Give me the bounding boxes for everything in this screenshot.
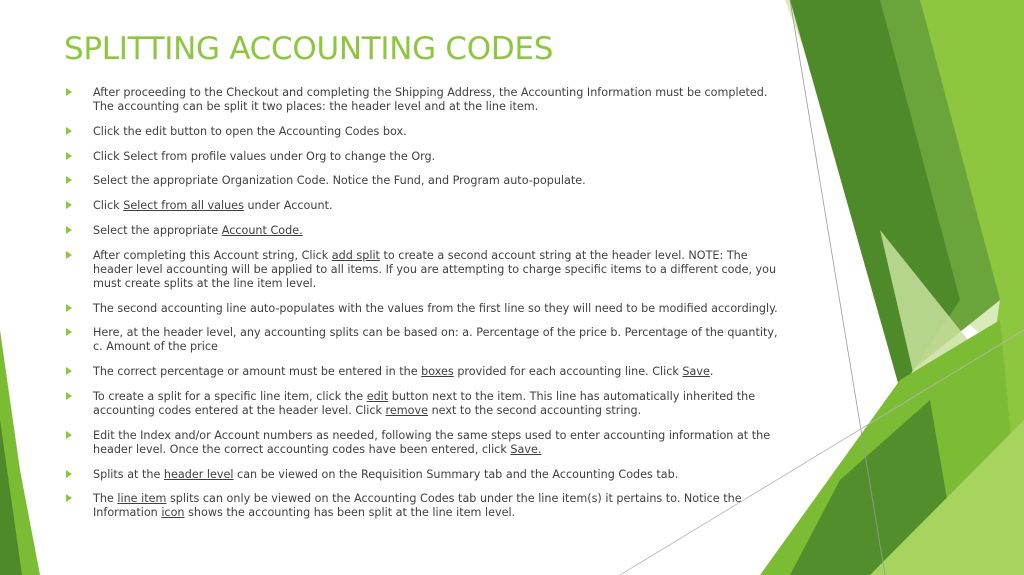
bullet-text <box>93 150 782 164</box>
bullet-text <box>93 199 782 213</box>
bullet-item <box>66 492 782 520</box>
underlined-term: Save <box>682 365 710 379</box>
underlined-term: edit <box>366 389 389 403</box>
bullet-item <box>66 249 782 291</box>
text-segment: under Account. <box>243 199 333 213</box>
bullet-text <box>93 468 782 482</box>
triangle-arrow-icon <box>66 127 72 135</box>
triangle-arrow-icon <box>66 251 72 259</box>
bullet-text <box>93 125 782 139</box>
text-segment: After completing this Account string, Click <box>93 248 332 262</box>
text-segment: Click Select from profile values under Org to change the Org. <box>93 149 436 163</box>
text-segment: . <box>709 365 714 379</box>
text-segment: Select the appropriate Organization Code. Notice the Fund, and Program auto-populate. <box>93 174 586 188</box>
bullet-text <box>93 302 782 316</box>
text-segment: The second accounting line auto-populates with the values from the first line so they will need to be modified accordingly. <box>93 301 778 315</box>
triangle-arrow-icon <box>66 470 72 478</box>
bullet-item <box>66 326 782 354</box>
text-segment: Click the edit button to open the Accounting Codes box. <box>93 124 407 138</box>
text-segment: Here, at the header level, any accounting splits can be based on: a. Percentage of the price b. Percentage of the quantity, c. Amount of the price <box>93 326 778 354</box>
bullet-text <box>93 174 782 188</box>
text-segment: next to the second accounting string. <box>428 403 642 417</box>
triangle-arrow-icon <box>66 494 72 502</box>
text-segment: shows the accounting has been split at the line item level. <box>184 506 516 520</box>
underlined-term: Save. <box>510 442 542 456</box>
text-segment: Splits at the <box>93 467 164 481</box>
bullet-item <box>66 199 782 213</box>
bullet-item <box>66 390 782 418</box>
bullet-item <box>66 468 782 482</box>
text-segment: provided for each accounting line. Click <box>453 365 683 379</box>
text-segment: to create a second account string at the header level. NOTE: The header level accounting will be applied to all items. If you are attempting to charge specific items to a different code, you must create splits at the line item level. <box>93 248 777 290</box>
underlined-term: line item <box>117 492 167 506</box>
bullet-item <box>66 150 782 164</box>
triangle-arrow-icon <box>66 304 72 312</box>
text-segment: splits can only be viewed on the Accounting Codes tab under the line item(s) it pertains to. Notice the Information <box>93 492 742 520</box>
slide-title: SPLITTING ACCOUNTING CODES <box>64 31 554 67</box>
bullet-item <box>66 365 782 379</box>
underlined-term: Select from all values <box>123 199 244 213</box>
text-segment: The <box>93 492 118 506</box>
triangle-arrow-icon <box>66 226 72 234</box>
bullet-text <box>93 86 782 114</box>
bullet-item <box>66 224 782 238</box>
bullet-item <box>66 429 782 457</box>
bullet-item <box>66 174 782 188</box>
underlined-term: remove <box>385 403 429 417</box>
bullet-text <box>93 492 782 520</box>
bullet-text <box>93 429 782 457</box>
bullet-text <box>93 326 782 354</box>
text-segment: The correct percentage or amount must be entered in the <box>93 365 422 379</box>
triangle-arrow-icon <box>66 367 72 375</box>
bullet-item <box>66 125 782 139</box>
underlined-term: Account Code. <box>221 223 303 237</box>
triangle-arrow-icon <box>66 152 72 160</box>
bullet-item <box>66 302 782 316</box>
underlined-term: icon <box>161 506 185 520</box>
underlined-term: header level <box>163 467 234 481</box>
text-segment: Edit the Index and/or Account numbers as needed, following the same steps used to enter accounting information at the header level. Once the correct accounting codes have been entered, click <box>93 428 771 456</box>
bullet-text <box>93 390 782 418</box>
bullet-list <box>66 86 782 531</box>
bullet-text <box>93 365 782 379</box>
text-segment: can be viewed on the Requisition Summary tab and the Accounting Codes tab. <box>233 467 679 481</box>
triangle-arrow-icon <box>66 392 72 400</box>
bullet-item <box>66 86 782 114</box>
text-segment: After proceeding to the Checkout and completing the Shipping Address, the Accounting Information must be completed. The accounting can be split it two places: the header level and at the line item. <box>93 86 768 113</box>
bullet-text <box>93 224 782 238</box>
triangle-arrow-icon <box>66 328 72 336</box>
text-segment: button next to the item. This line has automatically inherited the accounting codes entered at the header level. Click <box>93 389 756 417</box>
text-segment: Select the appropriate <box>93 223 222 237</box>
triangle-arrow-icon <box>66 176 72 184</box>
text-segment: To create a split for a specific line item, click the <box>93 389 367 403</box>
triangle-arrow-icon <box>66 201 72 209</box>
triangle-arrow-icon <box>66 431 72 439</box>
text-segment: Click <box>93 199 124 213</box>
underlined-term: boxes <box>421 365 454 379</box>
triangle-arrow-icon <box>66 88 72 96</box>
underlined-term: add split <box>331 248 380 262</box>
bullet-text <box>93 249 782 291</box>
